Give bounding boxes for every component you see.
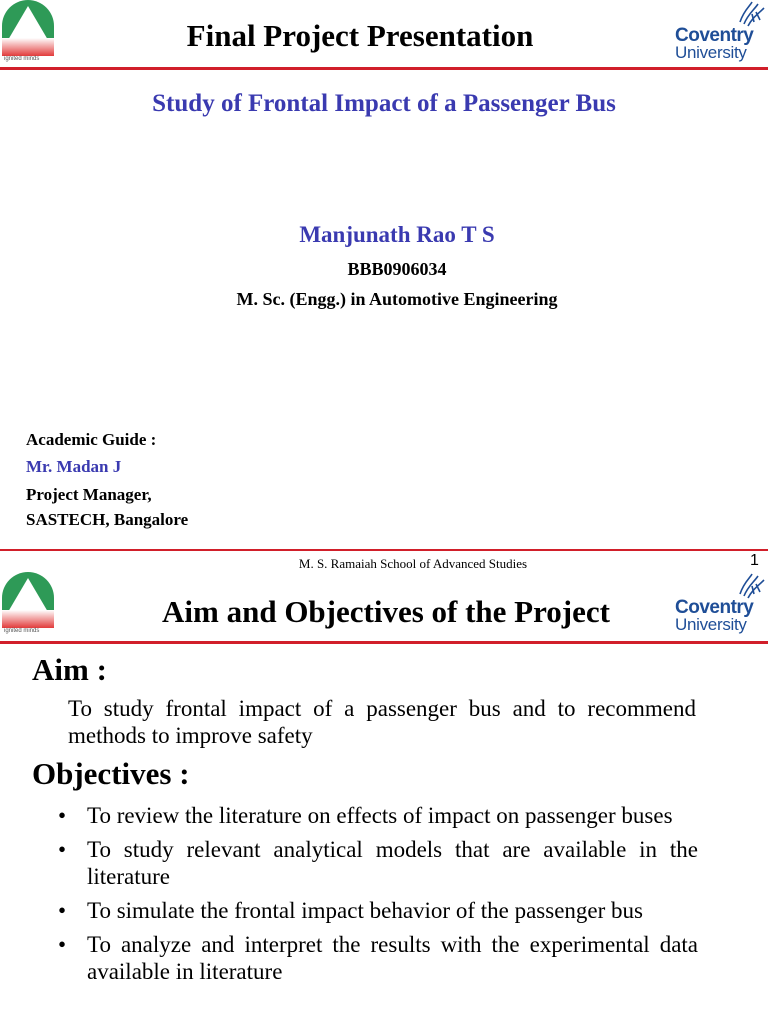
- logo-university-text: University: [675, 43, 747, 62]
- header-divider: [0, 67, 768, 70]
- objectives-heading: Objectives :: [32, 756, 190, 791]
- msrsas-logo: [0, 572, 56, 638]
- author-name: Manjunath Rao T S: [299, 222, 495, 247]
- degree-program: M. Sc. (Engg.) in Automotive Engineering: [236, 289, 558, 309]
- footer-institution: M. S. Ramaiah School of Advanced Studies: [298, 556, 528, 571]
- logo-university-text: University: [675, 615, 747, 634]
- logo-coventry-text: Coventry: [675, 25, 754, 46]
- msrsas-logo: [0, 0, 56, 66]
- phoenix-icon: [736, 572, 768, 600]
- msrsas-emblem-icon: [0, 572, 56, 630]
- logo-tagline: ignited minds: [4, 628, 40, 634]
- bullet-icon: •: [58, 898, 67, 923]
- objective-text: To review the literature on effects of impact on passenger buses: [87, 803, 673, 828]
- coventry-university-logo: [672, 572, 768, 638]
- bullet-icon: •: [58, 803, 67, 828]
- objective-item: [58, 836, 698, 890]
- guide-name: Mr. Madan J: [26, 457, 122, 476]
- guide-label: Academic Guide :: [26, 430, 157, 449]
- msrsas-emblem-icon: [0, 0, 56, 58]
- page-number: 1: [750, 552, 759, 569]
- phoenix-icon: [736, 0, 768, 28]
- guide-organization: SASTECH, Bangalore: [26, 510, 189, 529]
- header-divider: [0, 641, 768, 644]
- slide-2: [0, 572, 768, 1024]
- aim-heading: Aim :: [32, 652, 107, 687]
- logo-coventry-text: Coventry: [675, 597, 754, 618]
- aim-text: To study frontal impact of a passenger bus and to recommend methods to improve safety: [68, 696, 696, 748]
- student-id: BBB0906034: [347, 259, 447, 279]
- slide-title: Final Project Presentation: [186, 18, 534, 53]
- objective-item: [58, 802, 698, 829]
- objective-item: [58, 897, 698, 924]
- objective-text: To study relevant analytical models that are available in the literature: [87, 837, 698, 889]
- project-subtitle: Study of Frontal Impact of a Passenger Bus: [152, 90, 616, 117]
- bullet-icon: •: [58, 932, 67, 957]
- objective-item: [58, 931, 698, 985]
- objectives-list: [58, 802, 698, 992]
- footer-divider: [0, 549, 768, 551]
- logo-tagline: ignited minds: [4, 56, 40, 62]
- coventry-university-logo: [672, 0, 768, 66]
- guide-role: Project Manager,: [26, 485, 152, 504]
- slide-title: Aim and Objectives of the Project: [162, 594, 610, 629]
- objective-text: To simulate the frontal impact behavior of the passenger bus: [87, 898, 643, 923]
- bullet-icon: •: [58, 837, 67, 862]
- objective-text: To analyze and interpret the results with the experimental data available in literature: [87, 932, 698, 984]
